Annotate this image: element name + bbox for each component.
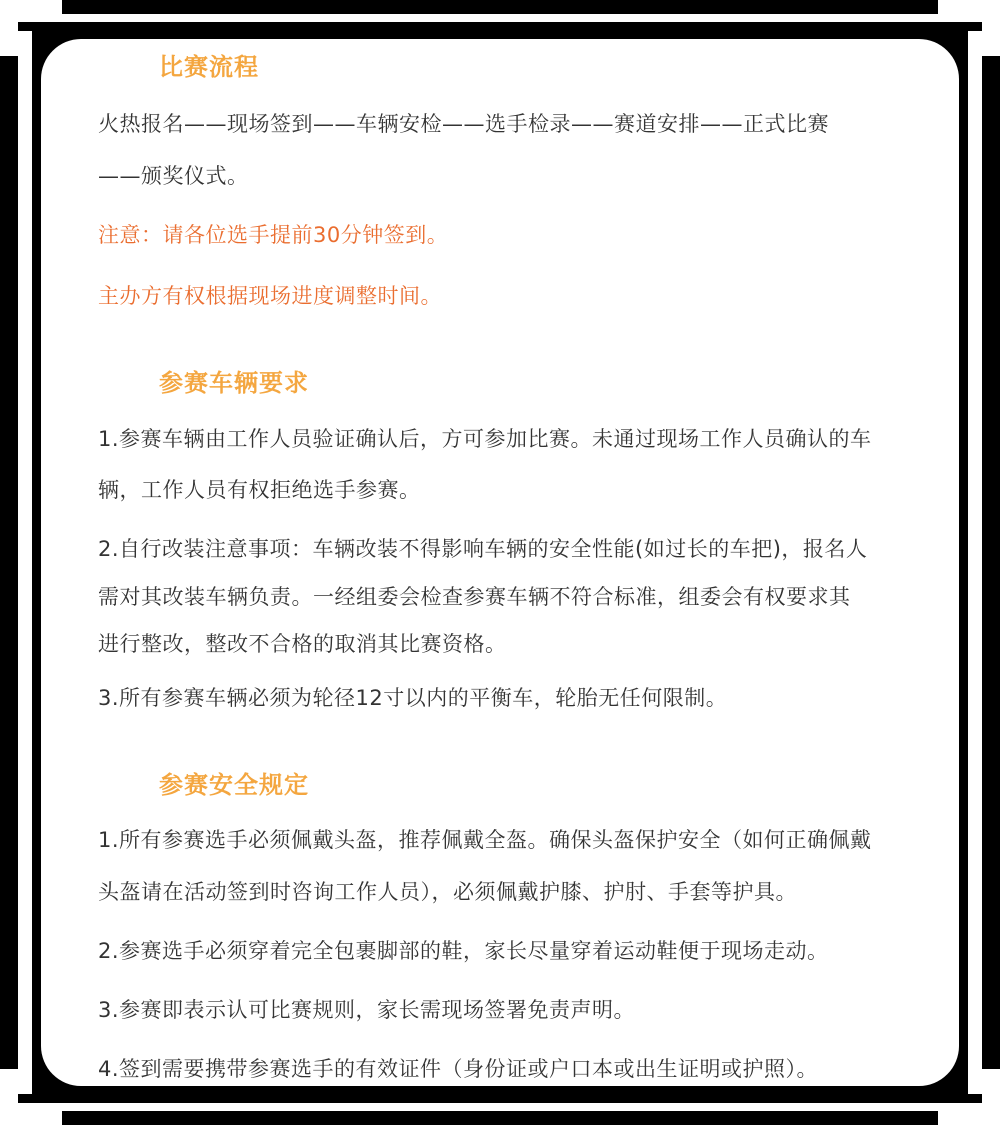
safety-item-1-line-1: 1.所有参赛选手必须佩戴头盔，推荐佩戴全盔。确保头盔保护安全（如何正确佩戴 [98, 828, 872, 852]
safety-item-4: 4.签到需要携带参赛选手的有效证件（身份证或户口本或出生证明或护照）。 [98, 1057, 819, 1081]
frame-post-left [0, 56, 18, 1069]
vehicle-item-1-line-2: 辆，工作人员有权拒绝选手参赛。 [98, 478, 421, 502]
vehicle-item-2-line-1: 2.自行改装注意事项：车辆改装不得影响车辆的安全性能(如过长的车把)，报名人 [98, 537, 868, 561]
process-note-2: 主办方有权根据现场进度调整时间。 [98, 284, 442, 308]
frame-bar-bottom-inner [18, 1094, 982, 1103]
process-note-1: 注意：请各位选手提前30分钟签到。 [98, 223, 449, 247]
process-line-2: ——颁奖仪式。 [98, 164, 249, 188]
safety-item-1-line-2: 头盔请在活动签到时咨询工作人员），必须佩戴护膝、护肘、手套等护具。 [98, 880, 797, 904]
vehicle-item-3: 3.所有参赛车辆必须为轮径12寸以内的平衡车，轮胎无任何限制。 [98, 686, 728, 710]
vehicle-item-1-line-1: 1.参赛车辆由工作人员验证确认后，方可参加比赛。未通过现场工作人员确认的车 [98, 427, 872, 451]
safety-item-3: 3.参赛即表示认可比赛规则，家长需现场签署免责声明。 [98, 998, 636, 1022]
vehicle-item-2-line-2: 需对其改装车辆负责。一经组委会检查参赛车辆不符合标准，组委会有权要求其 [98, 585, 851, 609]
process-heading: 比赛流程 [159, 53, 259, 81]
safety-heading: 参赛安全规定 [159, 771, 309, 799]
content-card [41, 39, 959, 1086]
frame-bar-top-inner [18, 22, 982, 31]
vehicle-heading: 参赛车辆要求 [159, 369, 309, 397]
frame-bar-top-outer [62, 0, 938, 14]
frame-post-right [982, 56, 1000, 1069]
process-line-1: 火热报名——现场签到——车辆安检——选手检录——赛道安排——正式比赛 [98, 112, 829, 136]
safety-item-2: 2.参赛选手必须穿着完全包裹脚部的鞋，家长尽量穿着运动鞋便于现场走动。 [98, 939, 829, 963]
vehicle-item-2-line-3: 进行整改，整改不合格的取消其比赛资格。 [98, 632, 507, 656]
frame-bar-bottom-outer [62, 1111, 938, 1125]
